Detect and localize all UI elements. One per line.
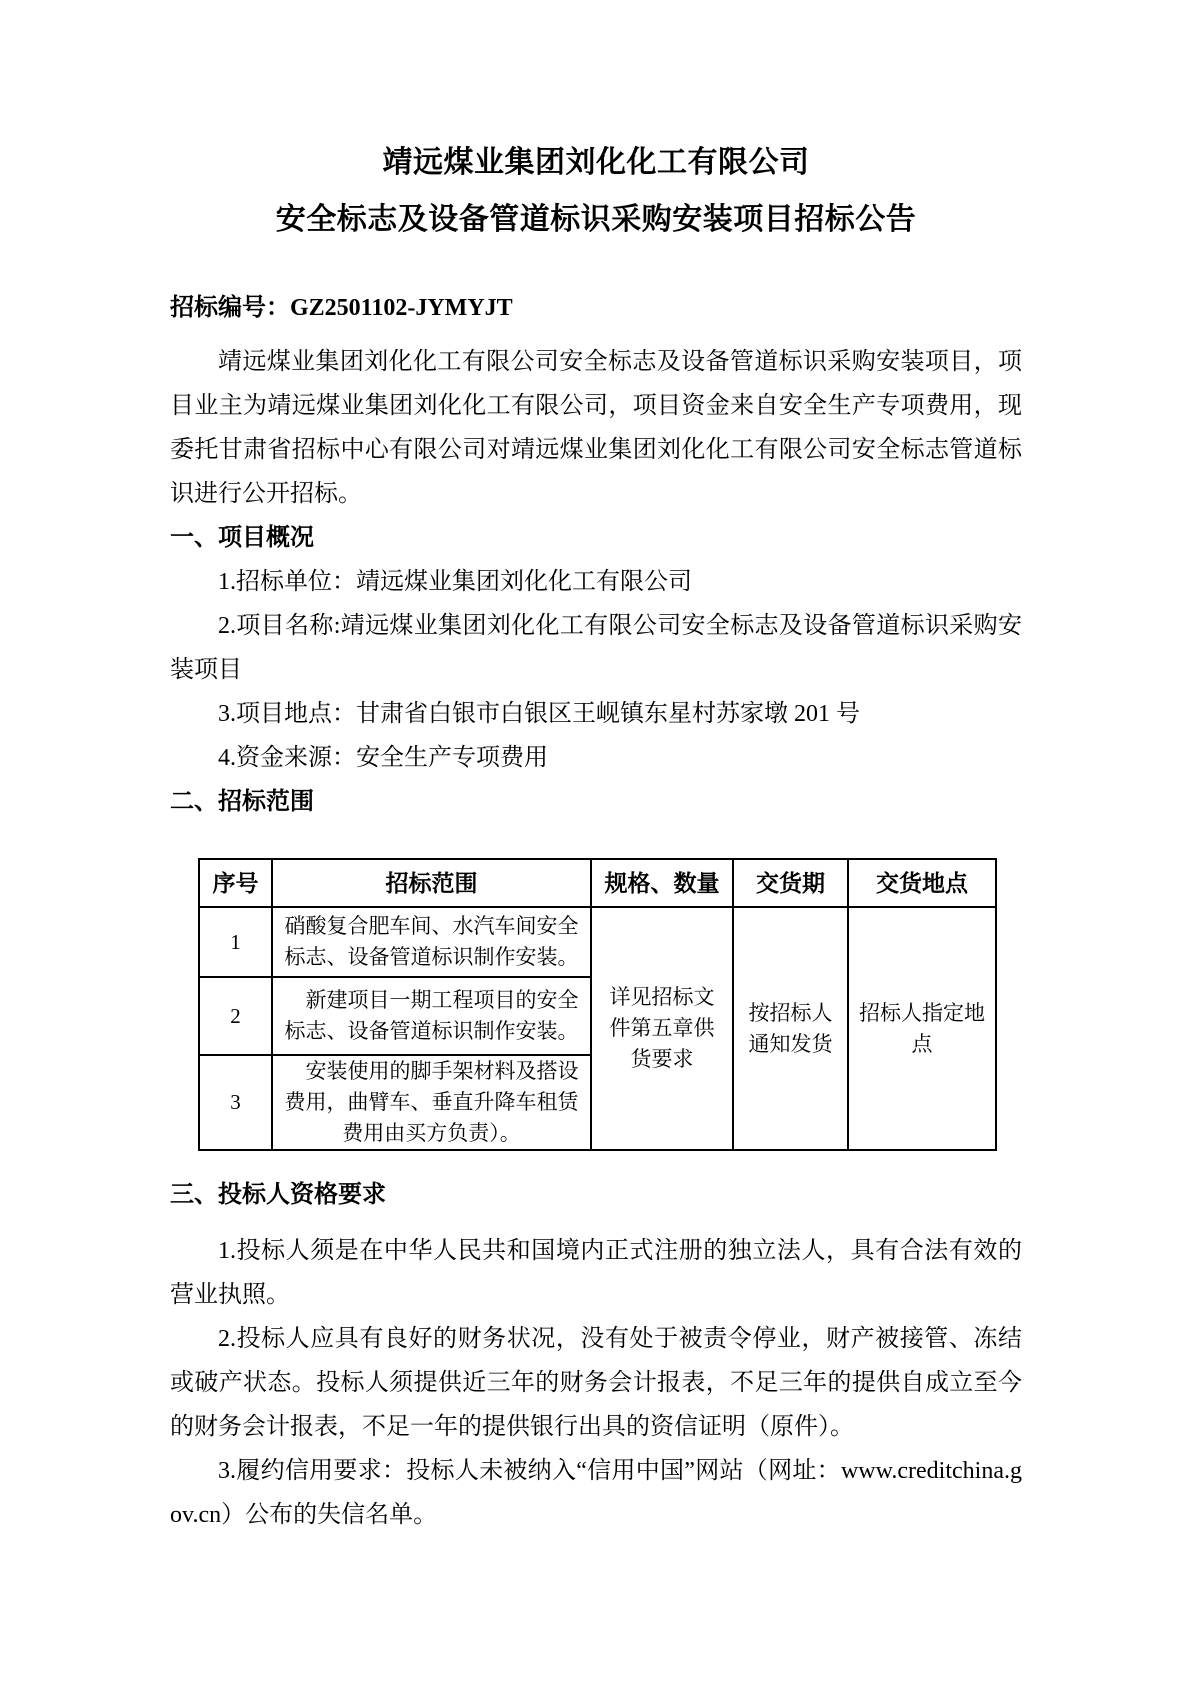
cell-spec-quantity: 详见招标文件第五章供货要求 (591, 907, 733, 1150)
document-title-line1: 靖远煤业集团刘化化工有限公司 (382, 146, 810, 179)
cell-seq-no: 2 (199, 977, 272, 1055)
bid-scope-table (198, 858, 997, 1151)
cell-delivery-time: 按招标人通知发货 (733, 907, 848, 1150)
cell-seq-no: 3 (199, 1055, 272, 1150)
col-header-bid-scope: 招标范围 (272, 859, 591, 907)
cell-seq-no: 1 (199, 907, 272, 977)
document-title-line2: 安全标志及设备管道标识采购安装项目招标公告 (275, 203, 917, 236)
intro-paragraph: 靖远煤业集团刘化化工有限公司安全标志及设备管道标识采购安装项目，项目业主为靖远煤业集团刘化化工有限公司，项目资金来自安全生产专项费用，现委托甘肃省招标中心有限公司对靖远煤业集团刘化化工有限公司安全标志管道标识进行公开招标。 (170, 349, 1022, 507)
cell-scope: 硝酸复合肥车间、水汽车间安全标志、设备管道标识制作安装。 (272, 907, 591, 977)
project-overview-item-fund-source: 4.资金来源：安全生产专项费用 (218, 745, 548, 771)
qualification-item-financial-status: 2.投标人应具有良好的财务状况，没有处于被责令停业，财产被接管、冻结或破产状态。投标人须提供近三年的财务会计报表，不足三年的提供自成立至今的财务会计报表，不足一年的提供银行出具的资信证明（原件）。 (170, 1326, 1022, 1440)
section-heading-bid-scope: 二、招标范围 (170, 788, 314, 815)
qualification-item-legal-entity: 1.投标人须是在中华人民共和国境内正式注册的独立法人，具有合法有效的营业执照。 (170, 1238, 1022, 1308)
section-heading-project-overview: 一、项目概况 (170, 524, 314, 551)
bid-number-label: 招标编号： (170, 295, 290, 321)
col-header-delivery-time: 交货期 (733, 859, 848, 907)
cell-scope: 安装使用的脚手架材料及搭设费用，曲臂车、垂直升降车租赁费用由买方负责）。 (272, 1055, 591, 1150)
col-header-seq-no: 序号 (199, 859, 272, 907)
cell-delivery-place: 招标人指定地点 (848, 907, 996, 1150)
section-heading-bidder-qualification: 三、投标人资格要求 (170, 1181, 386, 1208)
col-header-delivery-place: 交货地点 (848, 859, 996, 907)
project-overview-item-bidding-unit: 1.招标单位：靖远煤业集团刘化化工有限公司 (218, 569, 692, 595)
table-header-row (199, 859, 996, 907)
project-overview-item-project-location: 3.项目地点：甘肃省白银市白银区王岘镇东星村苏家墩 201 号 (218, 701, 860, 727)
col-header-spec-quantity: 规格、数量 (591, 859, 733, 907)
bid-number-line (170, 286, 1022, 330)
cell-scope: 新建项目一期工程项目的安全标志、设备管道标识制作安装。 (272, 977, 591, 1055)
project-overview-item-project-name: 2.项目名称:靖远煤业集团刘化化工有限公司安全标志及设备管道标识采购安装项目 (170, 613, 1022, 683)
qualification-item-credit-requirement: 3.履约信用要求：投标人未被纳入“信用中国”网站（网址：www.creditchina.gov.cn）公布的失信名单。 (170, 1458, 1022, 1528)
bid-number-value: GZ2501102-JYMYJT (290, 295, 513, 321)
table-row (199, 907, 996, 977)
